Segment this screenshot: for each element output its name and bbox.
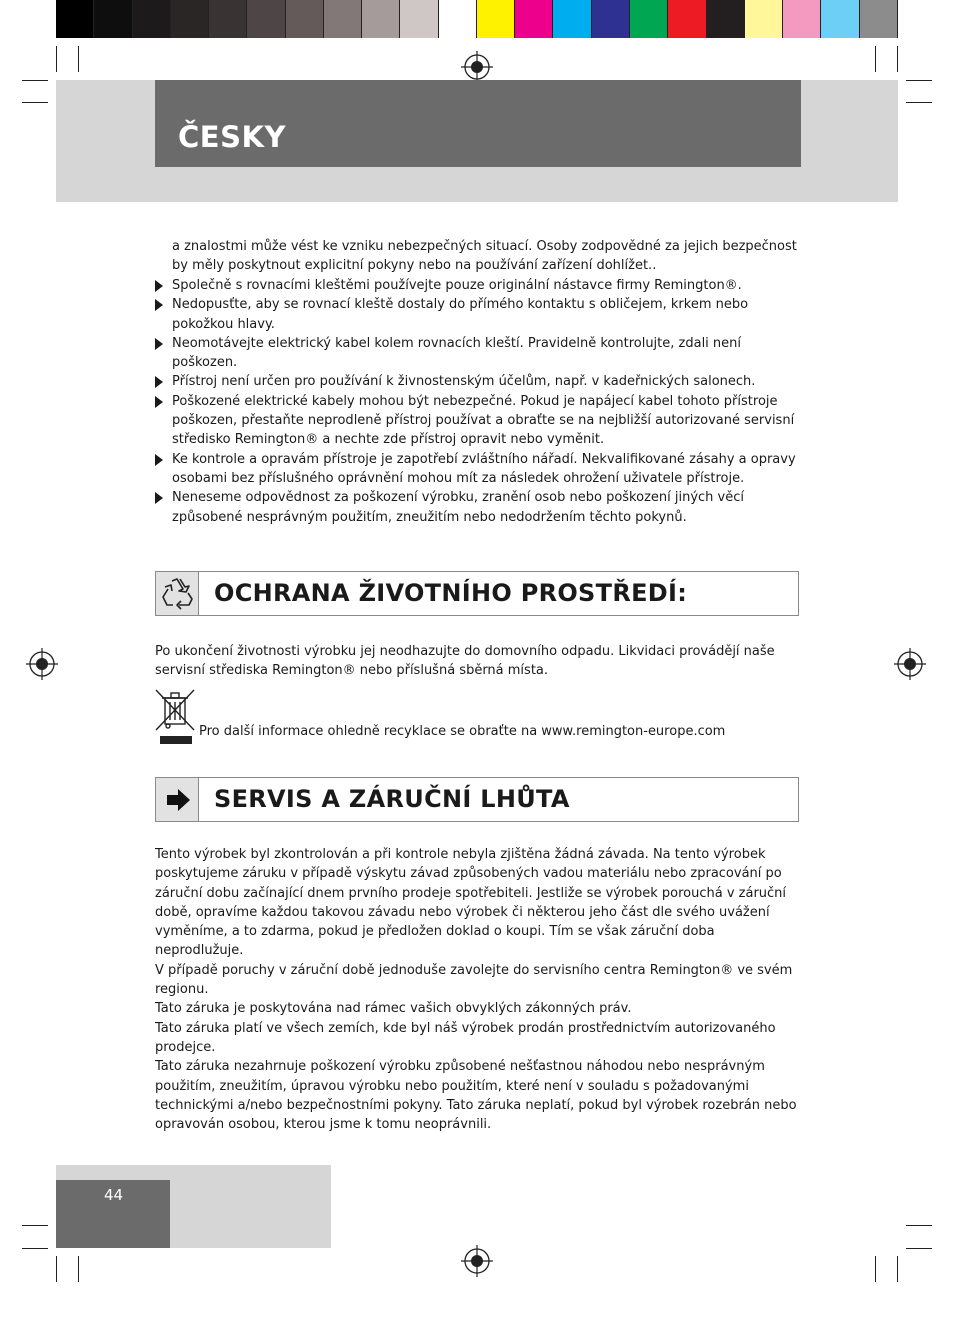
crop-mark bbox=[906, 1225, 932, 1226]
bullet-text: Přístroj není určen pro používání k živnostenským účelům, např. v kadeřnických salonech. bbox=[172, 374, 756, 390]
crop-mark bbox=[906, 102, 932, 103]
color-swatch bbox=[515, 0, 553, 38]
color-swatch bbox=[668, 0, 706, 38]
env-section-header bbox=[155, 571, 799, 616]
crop-mark bbox=[906, 1248, 932, 1249]
registration-mark-icon bbox=[461, 51, 493, 83]
triangle-bullet-icon bbox=[155, 280, 163, 292]
bullet-text: Neneseme odpovědnost za poškození výrobku, zranění osob nebo poškození jiných věcí způsobené nesprávným použitím, zneužitím nebo nedodržením těchto pokynů. bbox=[172, 490, 745, 525]
crop-mark bbox=[22, 1225, 48, 1226]
service-paragraph: Tento výrobek byl zkontrolován a při kontrole nebyla zjištěna žádná závada. Na tento výrobek poskytujeme záruku v případě výskytu závad způsobených vadou materiálu nebo zpracování po záruční dobu začínající dnem prvního prodeje spotřebiteli. Jestliže se výrobek porouchá v záruční době, opravíme každou takovou závadu nebo výrobek či některou jeho část dle svého uvážení vyměníme, a to zdarma, pokud je předložen doklad o koupi. Tím se však záruční doba neprodlužuje. V případě poruchy v záruční době jednoduše zavolejte do servisního centra Remington® ve svém regionu. Tato záruka je poskytována nad rámec vašich obvyklých zákonných práv. Tato záruka platí ve všech zemích, kde byl náš výrobek prodán prostřednictvím autorizovaného prodejce. Tato záruka nezahrnuje poškození výrobku způsobené nešťastnou náhodou nebo nesprávným použitím, zneužitím, úpravou výrobku nebo použitím, které není v souladu s požadovanými technickými a/nebo bezpečnostními pokyny. Tato záruka neplatí, pokud byl výrobek rozebrán nebo opravován osobou, kterou jsme k tomu neoprávnili. bbox=[155, 847, 797, 1133]
recycle-info-text: Pro další informace ohledně recyklace se obraťte na www.remington-europe.com bbox=[199, 724, 726, 739]
color-swatch bbox=[860, 0, 898, 38]
safety-bullet-list bbox=[155, 276, 805, 527]
service-section-header bbox=[155, 777, 799, 822]
registration-mark-icon bbox=[26, 648, 58, 680]
color-swatch bbox=[362, 0, 400, 38]
crop-mark bbox=[78, 1256, 79, 1282]
crop-mark bbox=[56, 1256, 57, 1282]
crop-mark bbox=[875, 1256, 876, 1282]
color-swatch bbox=[745, 0, 783, 38]
page-number: 44 bbox=[104, 1186, 124, 1204]
service-section-title: SERVIS A ZÁRUČNÍ LHŮTA bbox=[214, 785, 570, 813]
color-calibration-bar bbox=[56, 0, 898, 38]
triangle-bullet-icon bbox=[155, 338, 163, 350]
recycle-icon bbox=[156, 572, 199, 615]
color-swatch bbox=[821, 0, 859, 38]
list-item bbox=[155, 488, 805, 527]
crop-mark bbox=[897, 1256, 898, 1282]
color-swatch bbox=[133, 0, 171, 38]
list-item bbox=[155, 334, 805, 373]
crop-mark bbox=[906, 80, 932, 81]
crop-mark bbox=[875, 46, 876, 72]
list-item bbox=[155, 295, 805, 334]
page-title: ČESKY bbox=[178, 120, 286, 154]
color-swatch bbox=[247, 0, 285, 38]
triangle-bullet-icon bbox=[155, 396, 163, 408]
color-swatch bbox=[707, 0, 745, 38]
color-swatch bbox=[324, 0, 362, 38]
color-swatch bbox=[400, 0, 438, 38]
color-swatch bbox=[171, 0, 209, 38]
crop-mark bbox=[22, 102, 48, 103]
list-item bbox=[155, 450, 805, 489]
color-swatch bbox=[553, 0, 591, 38]
bullet-text: Neomotávejte elektrický kabel kolem rovnacích kleští. Pravidelně kontrolujte, zdali není poškozen. bbox=[172, 335, 742, 371]
triangle-bullet-icon bbox=[155, 376, 163, 388]
intro-paragraph: a znalostmi může vést ke vzniku nebezpečných situací. Osoby zodpovědné za jejich bezpečnost by měly poskytnout explicitní pokyny nebo na používání zařízení dohlížet.. bbox=[172, 239, 797, 274]
crop-mark bbox=[22, 80, 48, 81]
bullet-text: Nedopusťte, aby se rovnací kleště dostaly do přímého kontaktu s obličejem, krkem nebo pokožkou hlavy. bbox=[172, 297, 749, 332]
env-paragraph: Po ukončení životnosti výrobku jej neodhazujte do domovního odpadu. Likvidaci provádějí naše servisní střediska Remington® nebo příslušná sběrná místa. bbox=[155, 644, 775, 679]
crossed-bin-icon bbox=[154, 688, 196, 746]
list-item bbox=[155, 372, 805, 391]
color-swatch bbox=[286, 0, 324, 38]
crop-mark bbox=[22, 1248, 48, 1249]
bullet-text: Poškozené elektrické kabely mohou být nebezpečné. Pokud je napájecí kabel tohoto přístroje poškozen, přestaňte neprodleně přístroj používat a obraťte se na nejbližší autorizované servisní středisko Remington® a nechte zde přístroj opravit nebo vyměnit. bbox=[172, 393, 795, 448]
triangle-bullet-icon bbox=[155, 454, 163, 466]
triangle-bullet-icon bbox=[155, 492, 163, 504]
bullet-text: Ke kontrole a opravám přístroje je zapotřebí zvláštního nářadí. Nekvalifikované zásahy a opravy osobami bez příslušného oprávnění mohou mít za následek ohrožení uživatele přístroje. bbox=[172, 451, 796, 486]
crop-mark bbox=[897, 46, 898, 72]
arrow-right-icon bbox=[156, 778, 199, 821]
bullet-text: Společně s rovnacími kleštěmi používejte pouze originální nástavce firmy Remington®. bbox=[172, 278, 742, 293]
triangle-bullet-icon bbox=[155, 299, 163, 311]
color-swatch bbox=[630, 0, 668, 38]
registration-mark-icon bbox=[894, 648, 926, 680]
env-section-title: OCHRANA ŽIVOTNÍHO PROSTŘEDÍ: bbox=[214, 579, 688, 607]
crop-mark bbox=[78, 46, 79, 72]
color-swatch bbox=[477, 0, 515, 38]
color-swatch bbox=[592, 0, 630, 38]
list-item bbox=[155, 392, 805, 450]
color-swatch bbox=[209, 0, 247, 38]
color-swatch bbox=[56, 0, 94, 38]
crop-mark bbox=[56, 46, 57, 72]
registration-mark-icon bbox=[461, 1245, 493, 1277]
color-swatch bbox=[94, 0, 132, 38]
color-swatch bbox=[783, 0, 821, 38]
list-item bbox=[155, 276, 805, 295]
color-swatch bbox=[439, 0, 477, 38]
